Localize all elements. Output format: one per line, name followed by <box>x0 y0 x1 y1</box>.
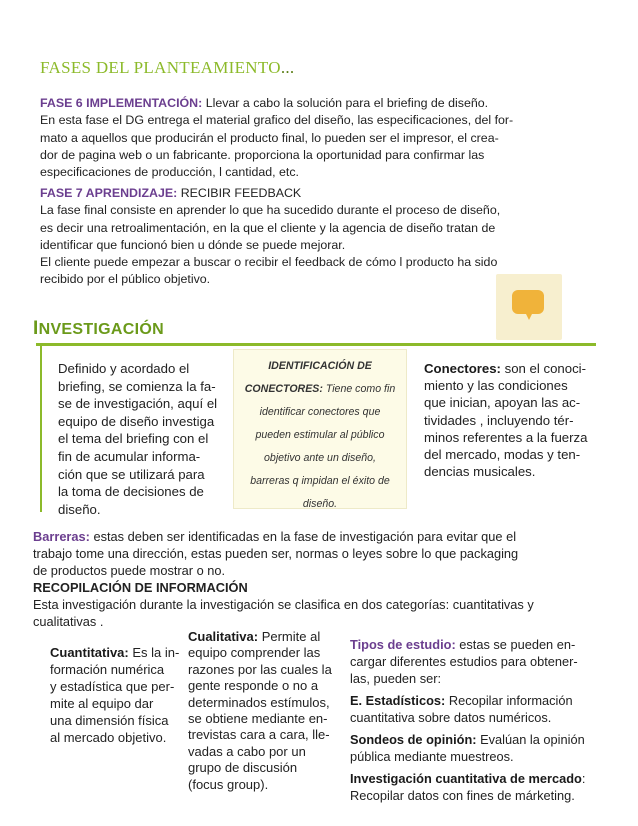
conectores-line: son el conoci- <box>500 361 586 376</box>
fase6-text: Llevar a cabo la solución para el briefing de diseño. <box>205 96 489 110</box>
box-conectores-label: CONECTORES: <box>244 383 323 395</box>
section-title-text: FASES DEL PLANTEAMIENTO <box>40 58 281 77</box>
fase6-line: especificaciones de producción, l cantidad, etc. <box>40 165 299 180</box>
cualitativa-line: vadas a cabo por un <box>188 743 306 759</box>
cualitativa-line: Permite al <box>258 629 321 644</box>
cuantitativa-label: Cuantitativa: <box>50 645 129 660</box>
box-line: pueden estimular al público <box>255 429 385 441</box>
bubble-tail <box>524 310 534 320</box>
estadisticos-label: E. Estadísticos: <box>350 693 446 708</box>
box-line: diseño. <box>302 498 338 510</box>
investigacion-intro <box>58 360 228 518</box>
tipos-label: Tipos de estudio: <box>350 637 456 652</box>
cualitativa-label: Cualitativa: <box>188 629 259 644</box>
speech-bubble-icon <box>496 274 562 340</box>
cualitativa-line: se obtiene mediante en- <box>188 711 328 727</box>
mercado-label: Investigación cuantitativa de mercado <box>350 771 582 786</box>
fase7-line: es decir una retroalimentación, en la que el cliente y la agencia de diseño tratan de <box>40 220 496 235</box>
intro-line: se de investigación, aquí el <box>58 396 218 412</box>
tipos-line: las, pueden ser: <box>350 671 442 686</box>
cuantitativa-line: una dimensión física <box>50 713 169 728</box>
conectores-line: que inician, apoyan las ac- <box>424 395 581 411</box>
tipos-line: estas se pueden en- <box>455 637 576 652</box>
conectores-label: Conectores: <box>424 361 501 376</box>
fase7-line: El cliente puede empezar a buscar o recibir el feedback de cómo l producto ha sido <box>40 255 498 270</box>
tipos-line: cargar diferentes estudios para obtener- <box>350 654 578 669</box>
cuantitativa-line: y estadística que per- <box>50 679 175 694</box>
fase6-line: dor de pagina web o un fabricante. proporciona la oportunidad para confirmar las <box>40 147 485 162</box>
fase7-line: identificar que funcionó bien u dónde se puede mejorar. <box>40 237 346 252</box>
conectores-line: dencias musicales. <box>424 464 536 480</box>
investigacion-initial: I <box>33 318 39 339</box>
box-title: IDENTIFICACIÓN DE <box>268 360 372 372</box>
intro-line: equipo de diseño investiga <box>58 413 215 429</box>
fase6-line: En esta fase el DG entrega el material grafico del diseño, las especificaciones, del for- <box>40 113 514 128</box>
mercado-text: : Recopilar datos con fines de márketing. <box>350 771 586 803</box>
fase7-label: FASE 7 APRENDIZAJE: <box>40 186 178 200</box>
conectores-line: del mercado, modas y ten- <box>424 447 581 463</box>
intro-line: diseño. <box>58 501 101 517</box>
recopilacion-line: cualitativas . <box>33 614 104 629</box>
fase7-line: recibido por el público objetivo. <box>40 272 211 287</box>
cualitativa-line: gente responde o no a <box>188 678 319 694</box>
box-line: identificar conectores que <box>259 406 381 418</box>
investigacion-title <box>33 318 164 340</box>
investigacion-rest: NVESTIGACIÓN <box>38 321 164 338</box>
cualitativa-line: trevistas cara a cara, lle- <box>188 727 330 743</box>
box-line <box>234 377 406 400</box>
barreras-block <box>33 528 603 579</box>
box-line: barreras q impidan el éxito de <box>250 475 390 487</box>
section-title <box>40 58 294 78</box>
estadisticos-text: Recopilar información cuantitativa sobre datos numéricos. <box>350 693 573 725</box>
sondeos-text: Evalúan la opinión pública mediante muestreos. <box>350 732 585 764</box>
fase6-label: FASE 6 IMPLEMENTACIÓN: <box>40 96 203 110</box>
fase6-line: mato a aquellos que producirán el producto final, lo pueden ser el impresor, el crea- <box>40 130 499 145</box>
recopilacion-title: RECOPILACIÓN DE INFORMACIÓN <box>33 580 248 595</box>
left-accent-line <box>40 346 42 512</box>
barreras-line: estas deben ser identificadas en la fase de investigación para evitar que el <box>89 529 517 544</box>
fase7-line: La fase final consiste en aprender lo que ha sucedido durante el proceso de diseño, <box>40 203 501 218</box>
conectores-block <box>424 360 594 480</box>
cuantitativa-line: formación numérica <box>50 662 165 677</box>
tipos-block <box>350 636 600 809</box>
identificacion-box <box>233 349 407 509</box>
cualitativa-line: grupo de discusión <box>188 760 298 776</box>
intro-line: la toma de decisiones de <box>58 484 204 500</box>
cuantitativa-block <box>50 644 185 746</box>
recopilacion-line: Esta investigación durante la investigación se clasifica en dos categorías: cuantitativas y <box>33 597 534 612</box>
cuantitativa-line: mite al equipo dar <box>50 696 154 711</box>
box-line: objetivo ante un diseño, <box>264 452 376 464</box>
fase7-text: RECIBIR FEEDBACK <box>180 186 302 200</box>
conectores-line: minos referentes a la fuerza <box>424 429 588 445</box>
cualitativa-line: equipo comprender las <box>188 645 321 661</box>
barreras-label: Barreras: <box>33 529 90 544</box>
section-title-dots: ... <box>280 58 295 77</box>
box-line-rest: Tiene como fin <box>325 383 396 395</box>
intro-line: fin de acumular informa- <box>58 448 201 464</box>
cualitativa-line: razones por las cuales la <box>188 661 332 677</box>
intro-line: el tema del briefing con el <box>58 431 209 447</box>
barreras-line: trabajo tome una dirección, estas pueden ser, normas o leyes sobre lo que packaging <box>33 546 519 561</box>
cualitativa-block <box>188 629 342 793</box>
intro-line: Definido y acordado el <box>58 361 190 376</box>
conectores-line: tividades , incluyendo tér- <box>424 412 574 428</box>
intro-line: briefing, se comienza la fa- <box>58 378 216 394</box>
section-divider <box>36 343 596 346</box>
conectores-line: miento y las condiciones <box>424 378 568 394</box>
fase6-block <box>40 95 610 181</box>
cualitativa-line: (focus group). <box>188 776 269 792</box>
intro-line: ción que se utilizará para <box>58 466 205 482</box>
recopilacion-block <box>33 579 603 630</box>
barreras-line: de productos puede mostrar o no. <box>33 563 226 578</box>
cualitativa-line: determinados estímulos, <box>188 694 330 710</box>
cuantitativa-line: al mercado objetivo. <box>50 730 167 745</box>
sondeos-label: Sondeos de opinión: <box>350 732 477 747</box>
cuantitativa-line: Es la in- <box>128 645 180 660</box>
